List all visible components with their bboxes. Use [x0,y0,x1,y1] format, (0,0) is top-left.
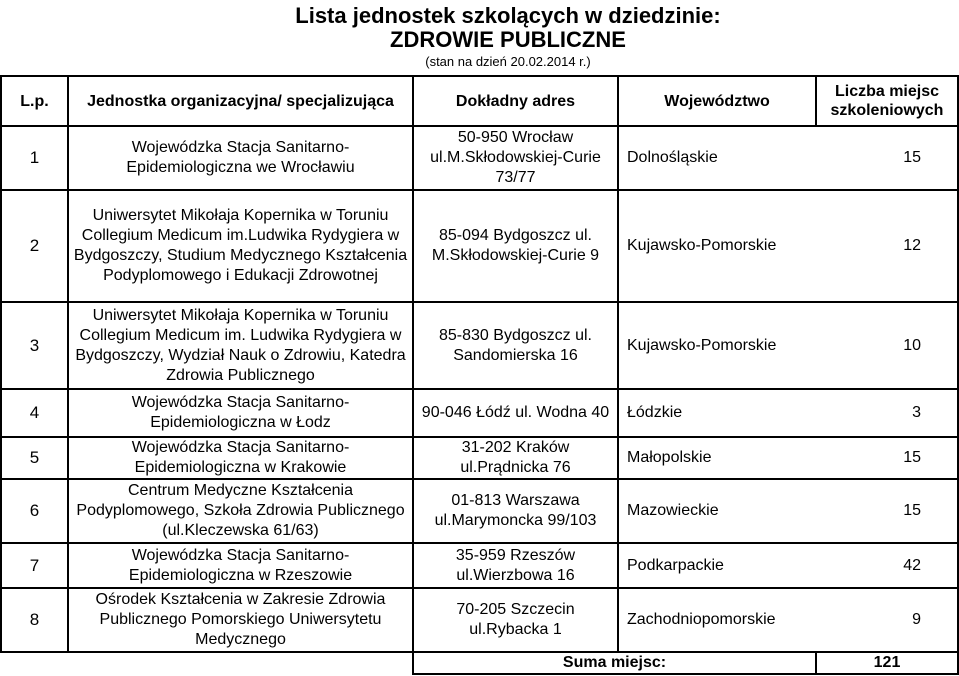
table-row [1,389,958,437]
row-places: 15 [903,502,921,519]
summary-label: Suma miejsc: [413,652,816,674]
row-voivodeship: Mazowieckie [627,502,719,519]
table-row [1,588,958,652]
row-places: 12 [903,237,921,254]
row-unit: Ośrodek Kształcenia w Zakresie Zdrowia Publicznego Pomorskiego Uniwersytetu Medycznego [68,588,413,652]
summary-row [1,652,958,674]
row-voivodeship-places [618,190,958,302]
row-lp: 8 [1,588,68,652]
row-voivodeship-places [618,543,958,588]
row-address: 31-202 Kraków ul.Prądnicka 76 [413,437,618,479]
row-unit: Wojewódzka Stacja Sanitarno-Epidemiologiczna w Łodz [68,389,413,437]
table-row [1,190,958,302]
row-lp: 4 [1,389,68,437]
row-unit: Centrum Medyczne Kształcenia Podyplomowego, Szkoła Zdrowia Publicznego (ul.Kleczewska 61/63) [68,479,413,543]
table-row [1,543,958,588]
row-lp: 3 [1,302,68,389]
row-voivodeship-places [618,588,958,652]
row-voivodeship-places [618,437,958,479]
row-voivodeship-places [618,479,958,543]
row-places: 42 [903,556,921,574]
row-address: 01-813 Warszawa ul.Marymoncka 99/103 [413,479,618,543]
table-row [1,302,958,389]
summary-spacer [1,652,413,674]
row-voivodeship: Małopolskie [627,449,712,466]
table-header-row [1,76,958,126]
table-body [1,126,958,674]
table-row [1,437,958,479]
header-voivodeship: Województwo [618,76,816,126]
header-address: Dokładny adres [413,76,618,126]
title-box [258,0,758,76]
row-voivodeship: Kujawsko-Pomorskie [627,237,777,254]
row-address: 85-094 Bydgoszcz ul. M.Skłodowskiej-Curie 9 [413,190,618,302]
summary-total: 121 [816,652,958,674]
row-address: 50-950 Wrocław ul.M.Skłodowskiej-Curie 73/77 [413,126,618,190]
status-date: (stan na dzień 20.02.2014 r.) [425,54,591,69]
row-lp: 6 [1,479,68,543]
header-places: Liczba miejsc szkoleniowych [816,76,958,126]
row-address: 85-830 Bydgoszcz ul. Sandomierska 16 [413,302,618,389]
row-voivodeship: Podkarpackie [627,556,724,574]
header-lp: L.p. [1,76,68,126]
row-voivodeship: Łódzkie [627,404,683,421]
row-address: 35-959 Rzeszów ul.Wierzbowa 16 [413,543,618,588]
row-address: 70-205 Szczecin ul.Rybacka 1 [413,588,618,652]
row-lp: 5 [1,437,68,479]
row-places: 10 [903,336,921,354]
row-lp: 1 [1,126,68,190]
row-address: 90-046 Łódź ul. Wodna 40 [413,389,618,437]
header-unit: Jednostka organizacyjna/ specjalizująca [68,76,413,126]
row-unit: Wojewódzka Stacja Sanitarno-Epidemiologiczna w Krakowie [68,437,413,479]
row-unit: Wojewódzka Stacja Sanitarno-Epidemiologiczna w Rzeszowie [68,543,413,588]
row-voivodeship-places [618,389,958,437]
page-title: Lista jednostek szkolących w dziedzinie: [295,3,721,28]
row-voivodeship: Dolnośląskie [627,149,718,166]
table-row [1,479,958,543]
row-voivodeship-places [618,302,958,389]
row-unit: Wojewódzka Stacja Sanitarno-Epidemiologiczna we Wrocławiu [68,126,413,190]
row-lp: 7 [1,543,68,588]
page-subtitle: ZDROWIE PUBLICZNE [390,27,626,52]
row-voivodeship: Zachodniopomorskie [627,611,776,628]
row-places: 15 [903,449,921,466]
row-unit: Uniwersytet Mikołaja Kopernika w Toruniu Collegium Medicum im. Ludwika Rydygiera w Bydgoszczy, Wydział Nauk o Zdrowiu, Katedra Zdrowia Publicznego [68,302,413,389]
units-table [0,75,959,675]
table-row [1,126,958,190]
row-places: 9 [912,611,921,628]
row-unit: Uniwersytet Mikołaja Kopernika w Toruniu Collegium Medicum im.Ludwika Rydygiera w Bydgoszczy, Studium Medycznego Kształcenia Podyplomowego i Edukacji Zdrowotnej [68,190,413,302]
row-voivodeship-places [618,126,958,190]
row-places: 3 [912,404,921,421]
row-lp: 2 [1,190,68,302]
row-voivodeship: Kujawsko-Pomorskie [627,336,777,354]
row-places: 15 [903,149,921,166]
